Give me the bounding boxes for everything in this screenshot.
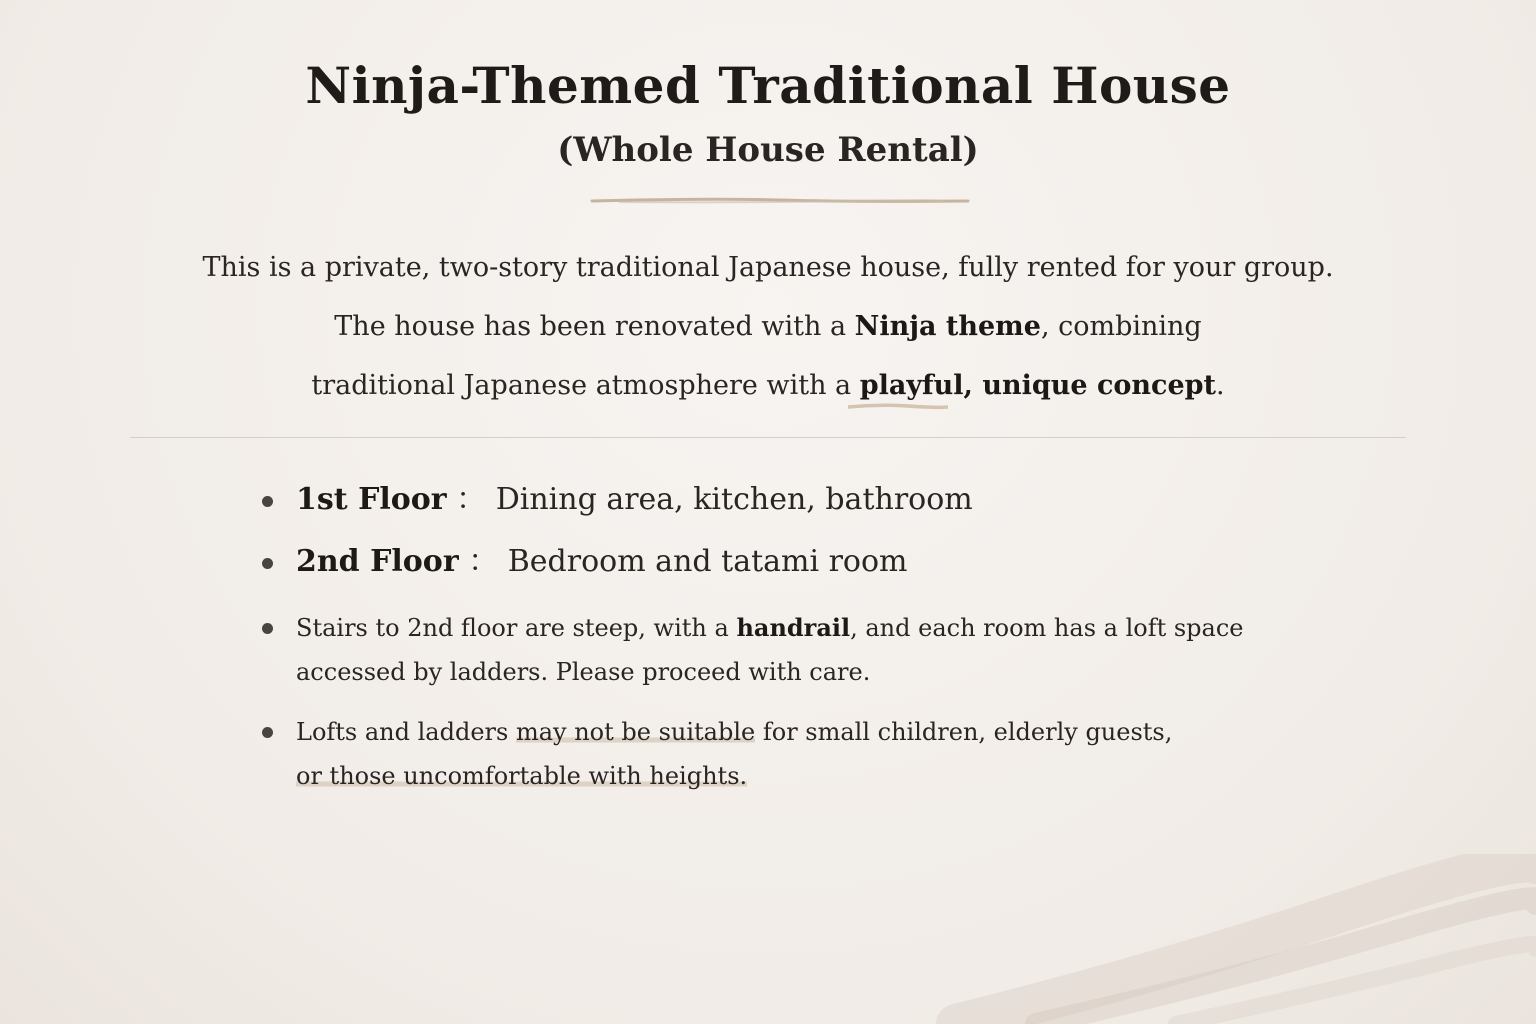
brush-underline-decoration (590, 197, 970, 205)
floor-description: Bedroom and tatami room (507, 544, 908, 579)
floor-description: Dining area, kitchen, bathroom (495, 482, 973, 517)
handrail-highlight: handrail (736, 613, 851, 642)
page-title: Ninja-Themed Traditional House (305, 56, 1231, 115)
bullet-icon (262, 727, 273, 738)
page-subtitle: (Whole House Rental) (557, 130, 979, 170)
intro-line-3-post: . (1216, 370, 1225, 401)
ninja-theme-highlight: Ninja theme (854, 311, 1041, 342)
list-item-1st-floor (262, 470, 1362, 532)
intro-text (0, 238, 1536, 415)
stairs-note-post: , and each room has a loft space (850, 614, 1244, 642)
section-divider (130, 437, 1406, 438)
intro-line-3 (0, 356, 1536, 415)
house-details-list (262, 470, 1362, 798)
concept-highlight-wrap (860, 356, 1225, 415)
stairs-note-pre: Stairs to 2nd floor are steep, with a (296, 614, 737, 642)
list-item-2nd-floor (262, 532, 1362, 594)
lofts-note-line-2: or those uncomfortable with heights. (296, 762, 748, 790)
brush-wash-decoration (916, 854, 1536, 1024)
intro-line-2-pre: The house has been renovated with a (334, 311, 855, 342)
intro-line-3-pre: traditional Japanese atmosphere with a (311, 370, 860, 401)
intro-line-2-post: , combining (1040, 311, 1202, 342)
floor-label: 2nd Floor (296, 544, 459, 579)
suitability-underline: may not be suitable (515, 718, 756, 746)
floor-separator: ： (468, 544, 499, 579)
intro-line-2 (0, 297, 1536, 356)
list-item-stairs-note (262, 606, 1362, 694)
list-item-lofts-note (262, 710, 1362, 798)
lofts-note-post: for small children, elderly guests, (755, 718, 1173, 746)
bullet-icon (262, 496, 273, 507)
brush-stroke-decoration (848, 401, 948, 411)
bullet-icon (262, 623, 273, 634)
lofts-note-pre: Lofts and ladders (296, 718, 516, 746)
stairs-note-line-2: accessed by ladders. Please proceed with care. (296, 658, 871, 686)
floor-separator: ： (456, 482, 487, 517)
concept-highlight: playful, unique concept (859, 370, 1217, 401)
floor-label: 1st Floor (296, 482, 447, 517)
bullet-icon (262, 558, 273, 569)
intro-line-1: This is a private, two-story traditional Japanese house, fully rented for your group. (202, 252, 1334, 283)
